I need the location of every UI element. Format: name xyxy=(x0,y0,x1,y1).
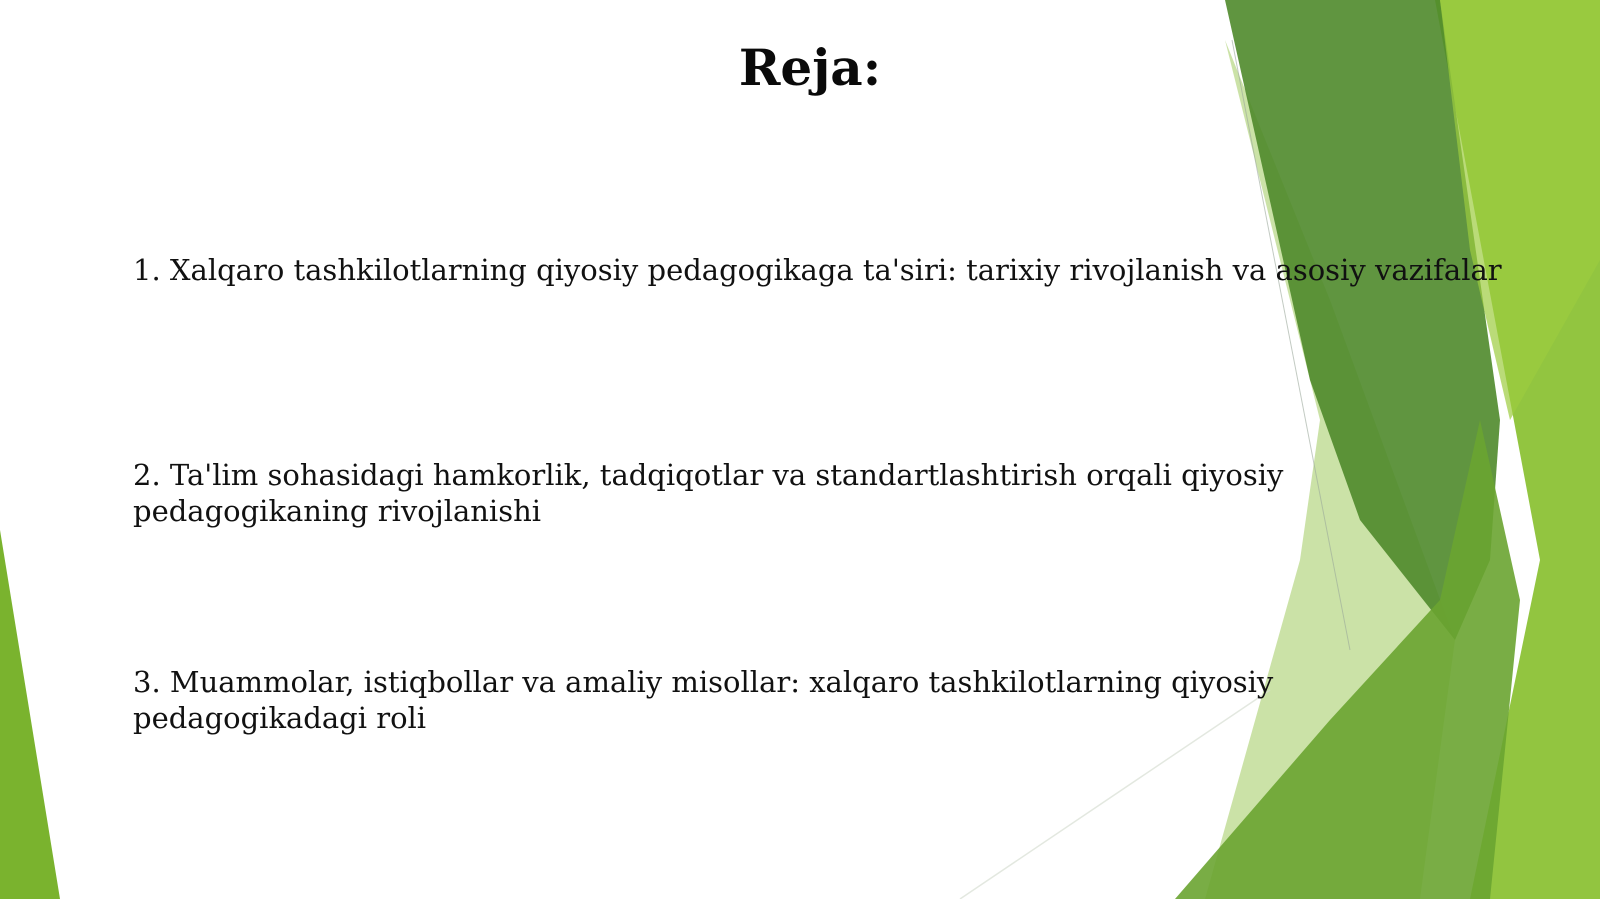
plan-item-3: 3. Muammolar, istiqbollar va amaliy misollar: xalqaro tashkilotlarning qiyosiy pedagogikadagi roli xyxy=(133,665,1274,735)
left-green-sliver xyxy=(0,530,60,899)
page-title: Reja: xyxy=(738,38,882,97)
plan-item-2: 2. Ta'lim sohasidagi hamkorlik, tadqiqotlar va standartlashtirish orqali qiyosiy pedagogikaning rivojlanishi xyxy=(133,458,1284,528)
plan-item-1: 1. Xalqaro tashkilotlarning qiyosiy pedagogikaga ta'siri: tarixiy rivojlanish va asosiy vazifalar xyxy=(133,253,1502,287)
